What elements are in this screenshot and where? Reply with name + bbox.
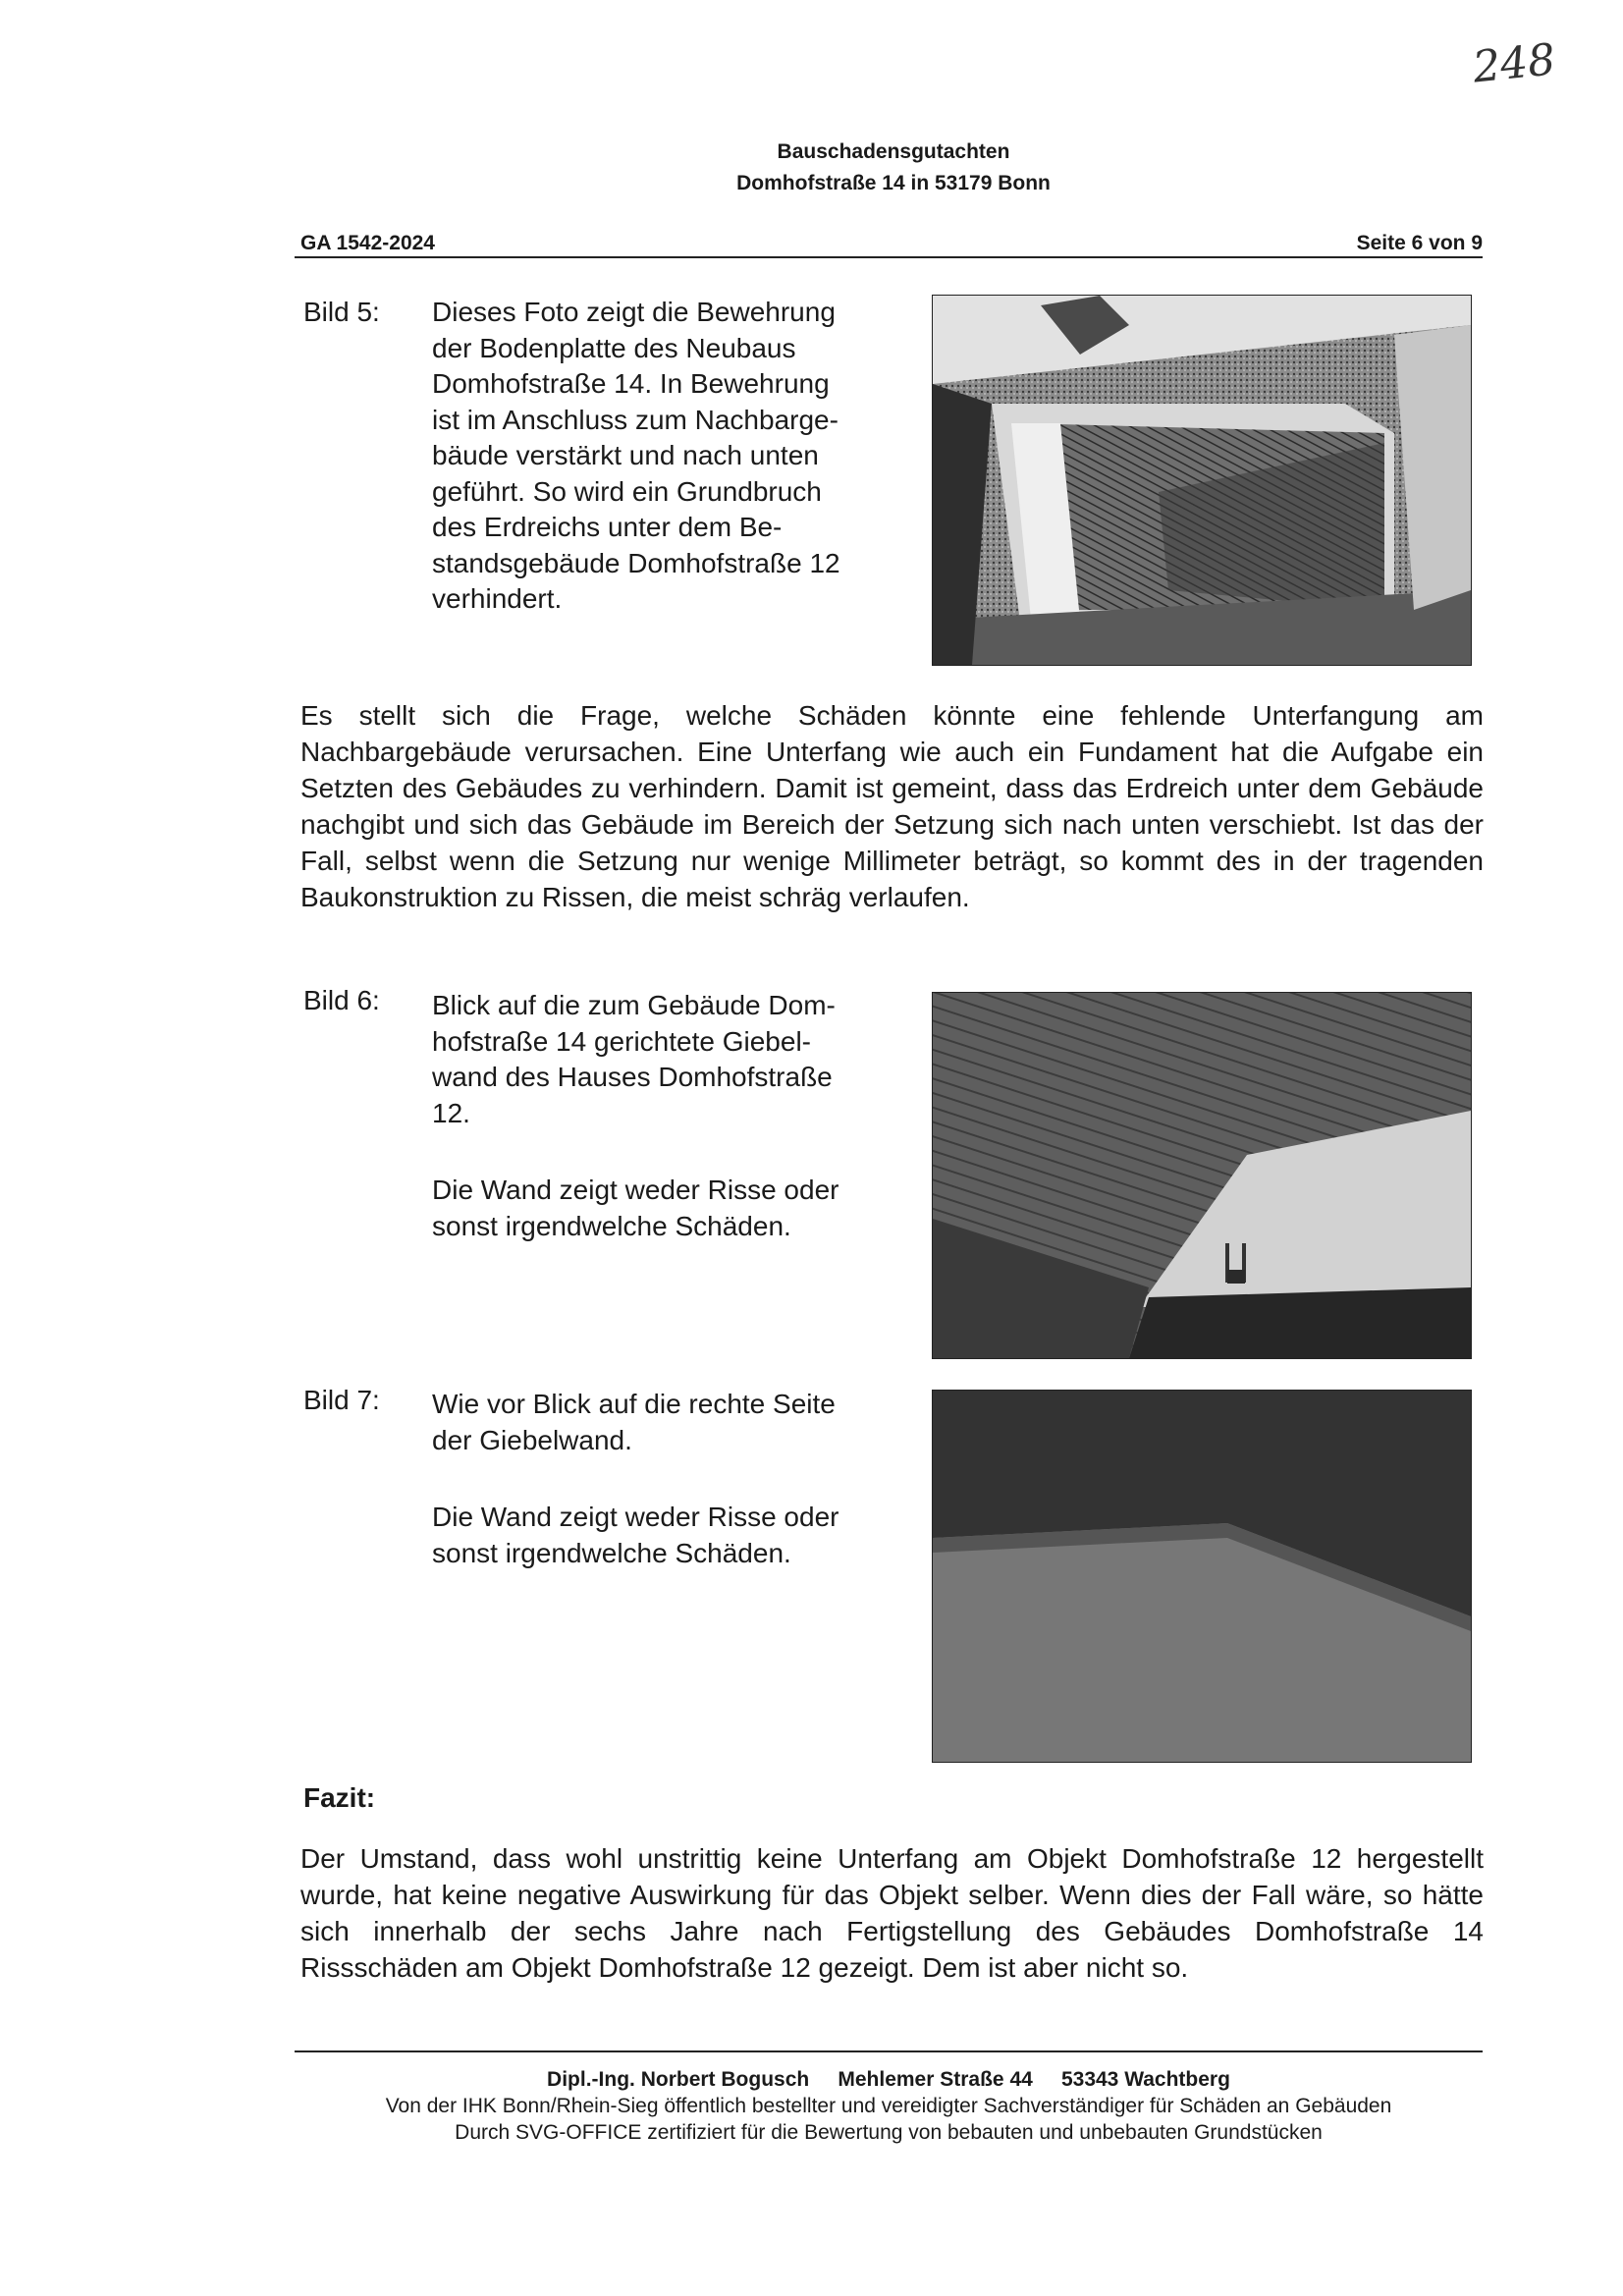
handwritten-page-number: 248 (1470, 34, 1558, 93)
caption-line: der Giebelwand. (432, 1424, 632, 1455)
caption-line: sonst irgendwelche Schäden. (432, 1537, 791, 1568)
bild5-label: Bild 5: (303, 297, 380, 327)
bild6-caption (432, 988, 923, 1244)
bild5-photo (932, 295, 1472, 666)
caption-line: Die Wand zeigt weder Risse oder (432, 1175, 839, 1205)
caption-line: sonst irgendwelche Schäden. (432, 1210, 791, 1241)
bild7-label: Bild 7: (303, 1385, 380, 1415)
page-number: Seite 6 von 9 (1356, 232, 1483, 254)
header-rule (295, 256, 1483, 258)
caption-line: 12. (432, 1097, 470, 1128)
caption-line: standsgebäude Domhofstraße 12 (432, 547, 840, 578)
caption-line: Die Wand zeigt weder Risse oder (432, 1502, 839, 1532)
caption-line: wand des Hauses Domhofstraße (432, 1062, 833, 1092)
caption-line: des Erdreichs unter dem Be- (432, 512, 783, 542)
caption-line: verhindert. (432, 583, 563, 614)
caption-line: hofstraße 14 gerichtete Giebel- (432, 1025, 811, 1057)
caption-line: Blick auf die zum Gebäude Dom- (432, 990, 836, 1020)
caption-line: bäude verstärkt und nach unten (432, 440, 819, 470)
footer-certification: Durch SVG-OFFICE zertifiziert für die Bewertung von bebauten und unbebauten Grundstücken (455, 2121, 1323, 2144)
footer (295, 2066, 1483, 2146)
caption-line: Dieses Foto zeigt die Bewehrung (432, 297, 836, 327)
bild7-photo (932, 1390, 1472, 1763)
bild6-photo (932, 992, 1472, 1359)
bild6-label: Bild 6: (303, 985, 380, 1015)
report-address: Domhofstraße 14 in 53179 Bonn (736, 172, 1051, 194)
caption-line: Wie vor Blick auf die rechte Seite (432, 1389, 836, 1419)
caption-line: der Bodenplatte des Neubaus (432, 332, 796, 363)
footer-author: Dipl.-Ing. Norbert Bogusch Mehlemer Straße 44 53343 Wachtberg (547, 2068, 1230, 2091)
footer-rule (295, 2050, 1483, 2052)
caption-line: geführt. So wird ein Grundbruch (432, 475, 822, 507)
caption-line: Domhofstraße 14. In Bewehrung (432, 368, 830, 399)
caption-line: ist im Anschluss zum Nachbarge- (432, 404, 839, 435)
ga-number: GA 1542-2024 (300, 232, 435, 254)
fazit-heading: Fazit: (303, 1782, 376, 1813)
footer-accreditation: Von der IHK Bonn/Rhein-Sieg öffentlich bestellter und vereidigter Sachverständiger für Schäden an Gebäuden (385, 2095, 1392, 2117)
bild5-caption (432, 295, 923, 618)
bild7-caption (432, 1387, 923, 1571)
paragraph-unterfangung: Es stellt sich die Frage, welche Schäden könnte eine fehlende Unterfangung am Nachbargebäude verursachen. Eine Unterfang wie auch ein Fundament hat die Aufgabe ein Setzten des Gebäudes zu verhindern. Damit ist gemeint, dass das Erdreich unter dem Gebäude nachgibt und sich das Gebäude im Bereich der Setzung sich nach unten verschiebt. Ist das der Fall, selbst wenn die Setzung nur wenige Millimeter beträgt, so kommt des in der tragenden Baukonstruktion zu Rissen, die meist schräg verlaufen. (300, 700, 1484, 912)
fazit-text: Der Umstand, dass wohl unstrittig keine Unterfang am Objekt Domhofstraße 12 hergestellt wurde, hat keine negative Auswirkung für das Objekt selber. Wenn dies der Fall wäre, so hätte sich innerhalb der sechs Jahre nach Fertigstellung des Gebäudes Domhofstraße 14 Rissschäden am Objekt Domhofstraße 12 gezeigt. Dem ist aber nicht so. (300, 1843, 1484, 1983)
report-title: Bauschadensgutachten (777, 140, 1010, 163)
